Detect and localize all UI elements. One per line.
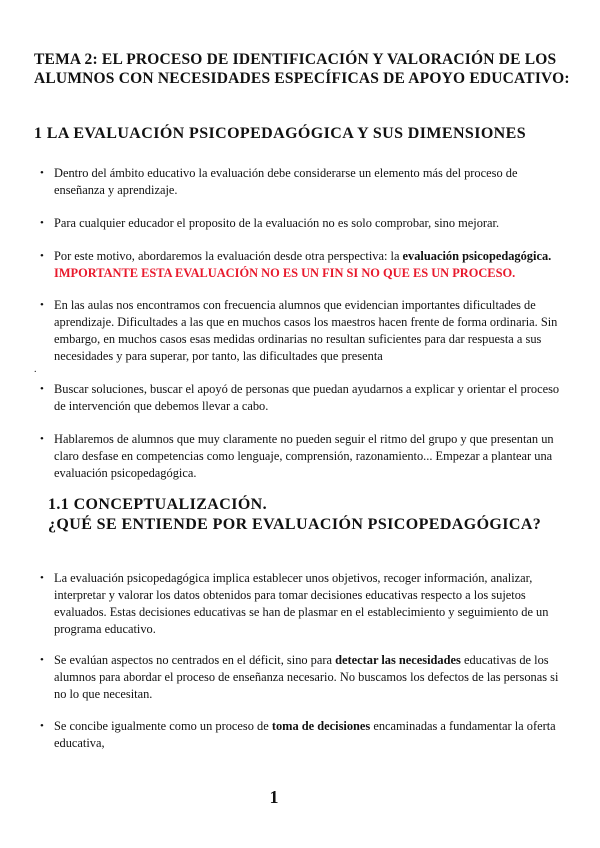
list-item-text-part: Por este motivo, abordaremos la evaluación desde otra perspectiva: la [54,249,403,263]
list-item [40,431,570,482]
list-item [40,297,570,365]
list-item [40,570,570,638]
list-item [40,165,570,199]
list-item-text-part: Se concibe igualmente como un proceso de [54,719,272,733]
bullet-icon: • [40,250,44,262]
bold-term: detectar las necesidades [335,653,461,667]
list-item [40,381,570,415]
document-title: TEMA 2: EL PROCESO DE IDENTIFICACIÓN Y VALORACIÓN DE LOS ALUMNOS CON NECESIDADES ESPECÍFICAS DE APOYO EDUCATIVO: [34,51,570,87]
list-item-text: En las aulas nos encontramos con frecuencia alumnos que evidencian importantes dificultades de aprendizaje. Dificultades a las que en muchos casos los maestros hacen frente de forma ordinaria. Sin embargo, en muchos casos esas medidas ordinarias no resultan suficientes para dar respuesta a sus necesidades y para superar, por tanto, las dificultades que presenta [54,298,558,363]
bold-term: evaluación psicopedagógica. [402,249,552,263]
list-item-text-part: Se evalúan aspectos no centrados en el déficit, sino para [54,653,336,667]
list-item [40,718,570,752]
bullet-icon: • [40,167,44,179]
list-item-text-part: educativas de los alumnos para abordar el proceso de enseñanza necesario. No buscamos los defectos de las personas si no lo que necesitan. [54,653,559,701]
subsection-title: 1.1 CONCEPTUALIZACIÓN. [48,496,268,513]
list-item [40,248,570,282]
list-item-text: Dentro del ámbito educativo la evaluación debe considerarse un elemento más del proceso de enseñanza y aprendizaje. [54,166,518,197]
bullet-icon: • [40,433,44,445]
bullet-icon: • [40,383,44,395]
bold-term: toma de decisiones [271,719,371,733]
list-item-text-part: encaminadas a fundamentar la oferta educativa, [54,719,556,750]
page-number: 1 [269,787,279,807]
stray-dot: . [34,364,37,375]
list-item-text: Para cualquier educador el proposito de la evaluación no es solo comprobar, sino mejorar. [54,216,500,230]
list-item-text: Buscar soluciones, buscar el apoyó de personas que puedan ayudarnos a explicar y orientar el proceso de intervención que debemos llevar a cabo. [54,382,560,413]
list-item-text: La evaluación psicopedagógica implica establecer unos objetivos, recoger información, analizar, interpretar y valorar los datos obtenidos para tomar decisiones educativas respecto a los sujetos evaluados. Estas decisiones educativas se han de plasmar en el establecimiento y seguimiento de un programa educativo. [54,571,549,636]
list-item-text: Hablaremos de alumnos que muy claramente no pueden seguir el ritmo del grupo y que presentan un claro desfase en competencias como lenguaje, comprensión, razonamiento... Empezar a plantear una evaluación psicopedagógica. [54,432,554,480]
bullet-icon: • [40,572,44,584]
subsection-heading [48,495,588,535]
list-item-text [54,652,570,703]
bullet-icon: • [40,720,44,732]
list-item [40,652,570,703]
subsection-question: ¿QUÉ SE ENTIENDE POR EVALUACIÓN PSICOPEDAGÓGICA? [48,516,542,533]
list-item-text [54,718,570,752]
highlight-important: IMPORTANTE ESTA EVALUACIÓN NO ES UN FIN SI NO QUE ES UN PROCESO. [54,266,516,280]
section-heading: 1 LA EVALUACIÓN PSICOPEDAGÓGICA Y SUS DIMENSIONES [34,125,526,142]
bullet-icon: • [40,217,44,229]
list-item-text [54,248,570,282]
bullet-icon: • [40,299,44,311]
list-item [40,215,570,232]
bullet-icon: • [40,654,44,666]
